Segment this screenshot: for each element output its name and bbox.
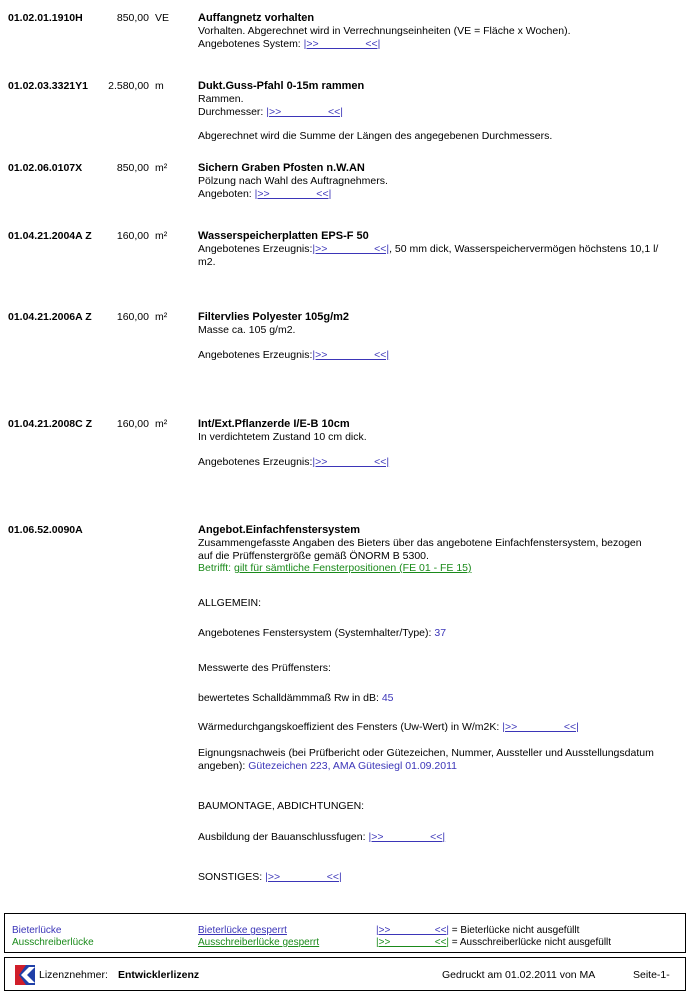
position-number: 01.02.01.1910H xyxy=(8,12,83,24)
bieter-luecke[interactable]: |>> <<| xyxy=(312,455,390,468)
position-quantity: 2.580,00 m xyxy=(108,80,164,92)
position-description: Dukt.Guss-Pfahl 0-15m rammen Rammen. Durchmesser: |>> <<| Abgerechnet wird die Summe der Längen des angegebenen Durchmessers. xyxy=(198,80,680,143)
position-quantity: 850,00 m² xyxy=(116,162,168,174)
position-number: 01.04.21.2006A Z xyxy=(8,311,92,323)
company-logo-icon xyxy=(15,965,35,985)
legend-bieter-gesperrt: Bieterlücke gesperrt xyxy=(198,925,287,936)
bieter-luecke[interactable]: |>> <<| xyxy=(265,871,342,883)
bieter-luecke[interactable]: |>> <<| xyxy=(254,187,332,200)
bieter-luecke[interactable]: |>> <<| xyxy=(368,830,446,843)
position-description: Int/Ext.Pflanzerde I/E-B 10cm In verdichtetem Zustand 10 cm dick. Angebotenes Erzeugnis:|>> <<| xyxy=(198,418,680,468)
legend-ausschreiber-gesperrt: Ausschreiberlücke gesperrt xyxy=(198,937,320,948)
section-heading: BAUMONTAGE, ABDICHTUNGEN: xyxy=(198,800,365,812)
position-quantity: 160,00 m² xyxy=(116,230,168,242)
position-title: Angebot.Einfachfenstersystem xyxy=(198,524,360,536)
position-title: Int/Ext.Pflanzerde I/E-B 10cm xyxy=(198,418,350,430)
position-number: 01.06.52.0090A xyxy=(8,524,83,536)
position-number: 01.04.21.2008C Z xyxy=(8,418,93,430)
position-quantity: 850,00 VE xyxy=(116,12,170,24)
legend-box: Bieterlücke Ausschreiberlücke Bieterlücke gesperrt Ausschreiberlücke gesperrt |>> <<| = Bieterlücke nicht ausgefüllt |>> <<| = Ausschreiberlücke nicht ausgefüllt xyxy=(4,913,686,953)
position-title: Dukt.Guss-Pfahl 0-15m rammen xyxy=(198,80,365,92)
bieter-luecke[interactable]: |>> <<| xyxy=(312,348,390,361)
licensee-label: Lizenznehmer: xyxy=(39,969,108,981)
position-description: Angebot.Einfachfenstersystem Zusammengefasste Angaben des Bieters über das angebotene Einfachfenstersystem, bezogen auf die Prüffenstergröße gemäß ÖNORM B 5300. Betrifft: gilt für sämtliche Fensterpositionen (FE 01 - FE 15) ALLGEMEIN: Angebotenes Fenstersystem (Systemhalter/Type): 37 Messwerte des Prüffensters: bewertetes Schalldämmmaß Rw in dB: 45 Wärmedurchgangskoeffizient des Fensters (Uw-Wert) in W/m2K: |>> <<| Eignungsnachweis (bei Prüfbericht oder Gütezeichen, Nummer, Aussteller und Ausstellungsdatum angeben): Gütezeichen 223, AMA Gütesiegl 01.09.2011 BAUMONTAGE, ABDICHTUNGEN: Ausbildung der Bauanschlussfugen: |>> <<| SONSTIGES: |>> <<| xyxy=(198,524,680,884)
legend-ausschreiber: Ausschreiberlücke xyxy=(12,937,94,948)
bieter-luecke[interactable]: |>> <<| xyxy=(266,105,343,118)
page-footer xyxy=(4,957,686,991)
bieter-luecke[interactable]: |>> <<| xyxy=(312,243,390,255)
licensee-value: Entwicklerlizenz xyxy=(118,969,200,981)
section-heading: ALLGEMEIN: xyxy=(198,596,262,609)
position-quantity: 160,00 m² xyxy=(116,418,168,430)
bieter-luecke[interactable]: |>> <<| xyxy=(502,720,579,733)
position-description: Filtervlies Polyester 105g/m2 Masse ca. 105 g/m2. Angebotenes Erzeugnis:|>> <<| xyxy=(198,311,680,361)
position-number: 01.02.06.0107X xyxy=(8,162,83,174)
bieter-value[interactable]: 37 xyxy=(434,627,447,639)
position-description: Sichern Graben Pfosten n.W.AN Pölzung nach Wahl des Auftragnehmers. Angeboten: |>> <<| xyxy=(198,162,680,200)
ausschreiber-luecke[interactable]: gilt für sämtliche Fensterpositionen (FE 01 - FE 15) xyxy=(234,562,472,574)
bieter-value[interactable]: Gütezeichen 223, AMA Gütesiegl 01.09.2011 xyxy=(248,759,458,772)
position-title: Auffangnetz vorhalten xyxy=(198,12,315,24)
position-number: 01.02.03.3321Y1 xyxy=(8,80,88,92)
position-description: Auffangnetz vorhalten Vorhalten. Abgerechnet wird in Verrechnungseinheiten (VE = Fläche x Wochen). Angebotenes System: |>> <<| xyxy=(198,12,680,50)
position-quantity: 160,00 m² xyxy=(116,311,168,323)
legend-marker-green: |>> <<| xyxy=(376,937,450,948)
bieter-luecke[interactable]: |>> <<| xyxy=(303,37,381,50)
position-title: Sichern Graben Pfosten n.W.AN xyxy=(198,162,365,174)
legend-marker-blue: |>> <<| xyxy=(376,925,450,936)
position-title: Wasserspeicherplatten EPS-F 50 xyxy=(198,230,369,242)
position-number: 01.04.21.2004A Z xyxy=(8,230,92,242)
position-description: Wasserspeicherplatten EPS-F 50 Angebotenes Erzeugnis:|>> <<|, 50 mm dick, Wasserspeichervermögen höchstens 10,1 l/ m2. xyxy=(198,230,680,268)
legend-bieter: Bieterlücke xyxy=(12,925,62,936)
printed-info: Gedruckt am 01.02.2011 von MA xyxy=(442,969,596,981)
page-number: Seite-1- xyxy=(633,969,670,981)
position-title: Filtervlies Polyester 105g/m2 xyxy=(198,311,350,323)
bieter-value[interactable]: 45 xyxy=(381,692,394,704)
